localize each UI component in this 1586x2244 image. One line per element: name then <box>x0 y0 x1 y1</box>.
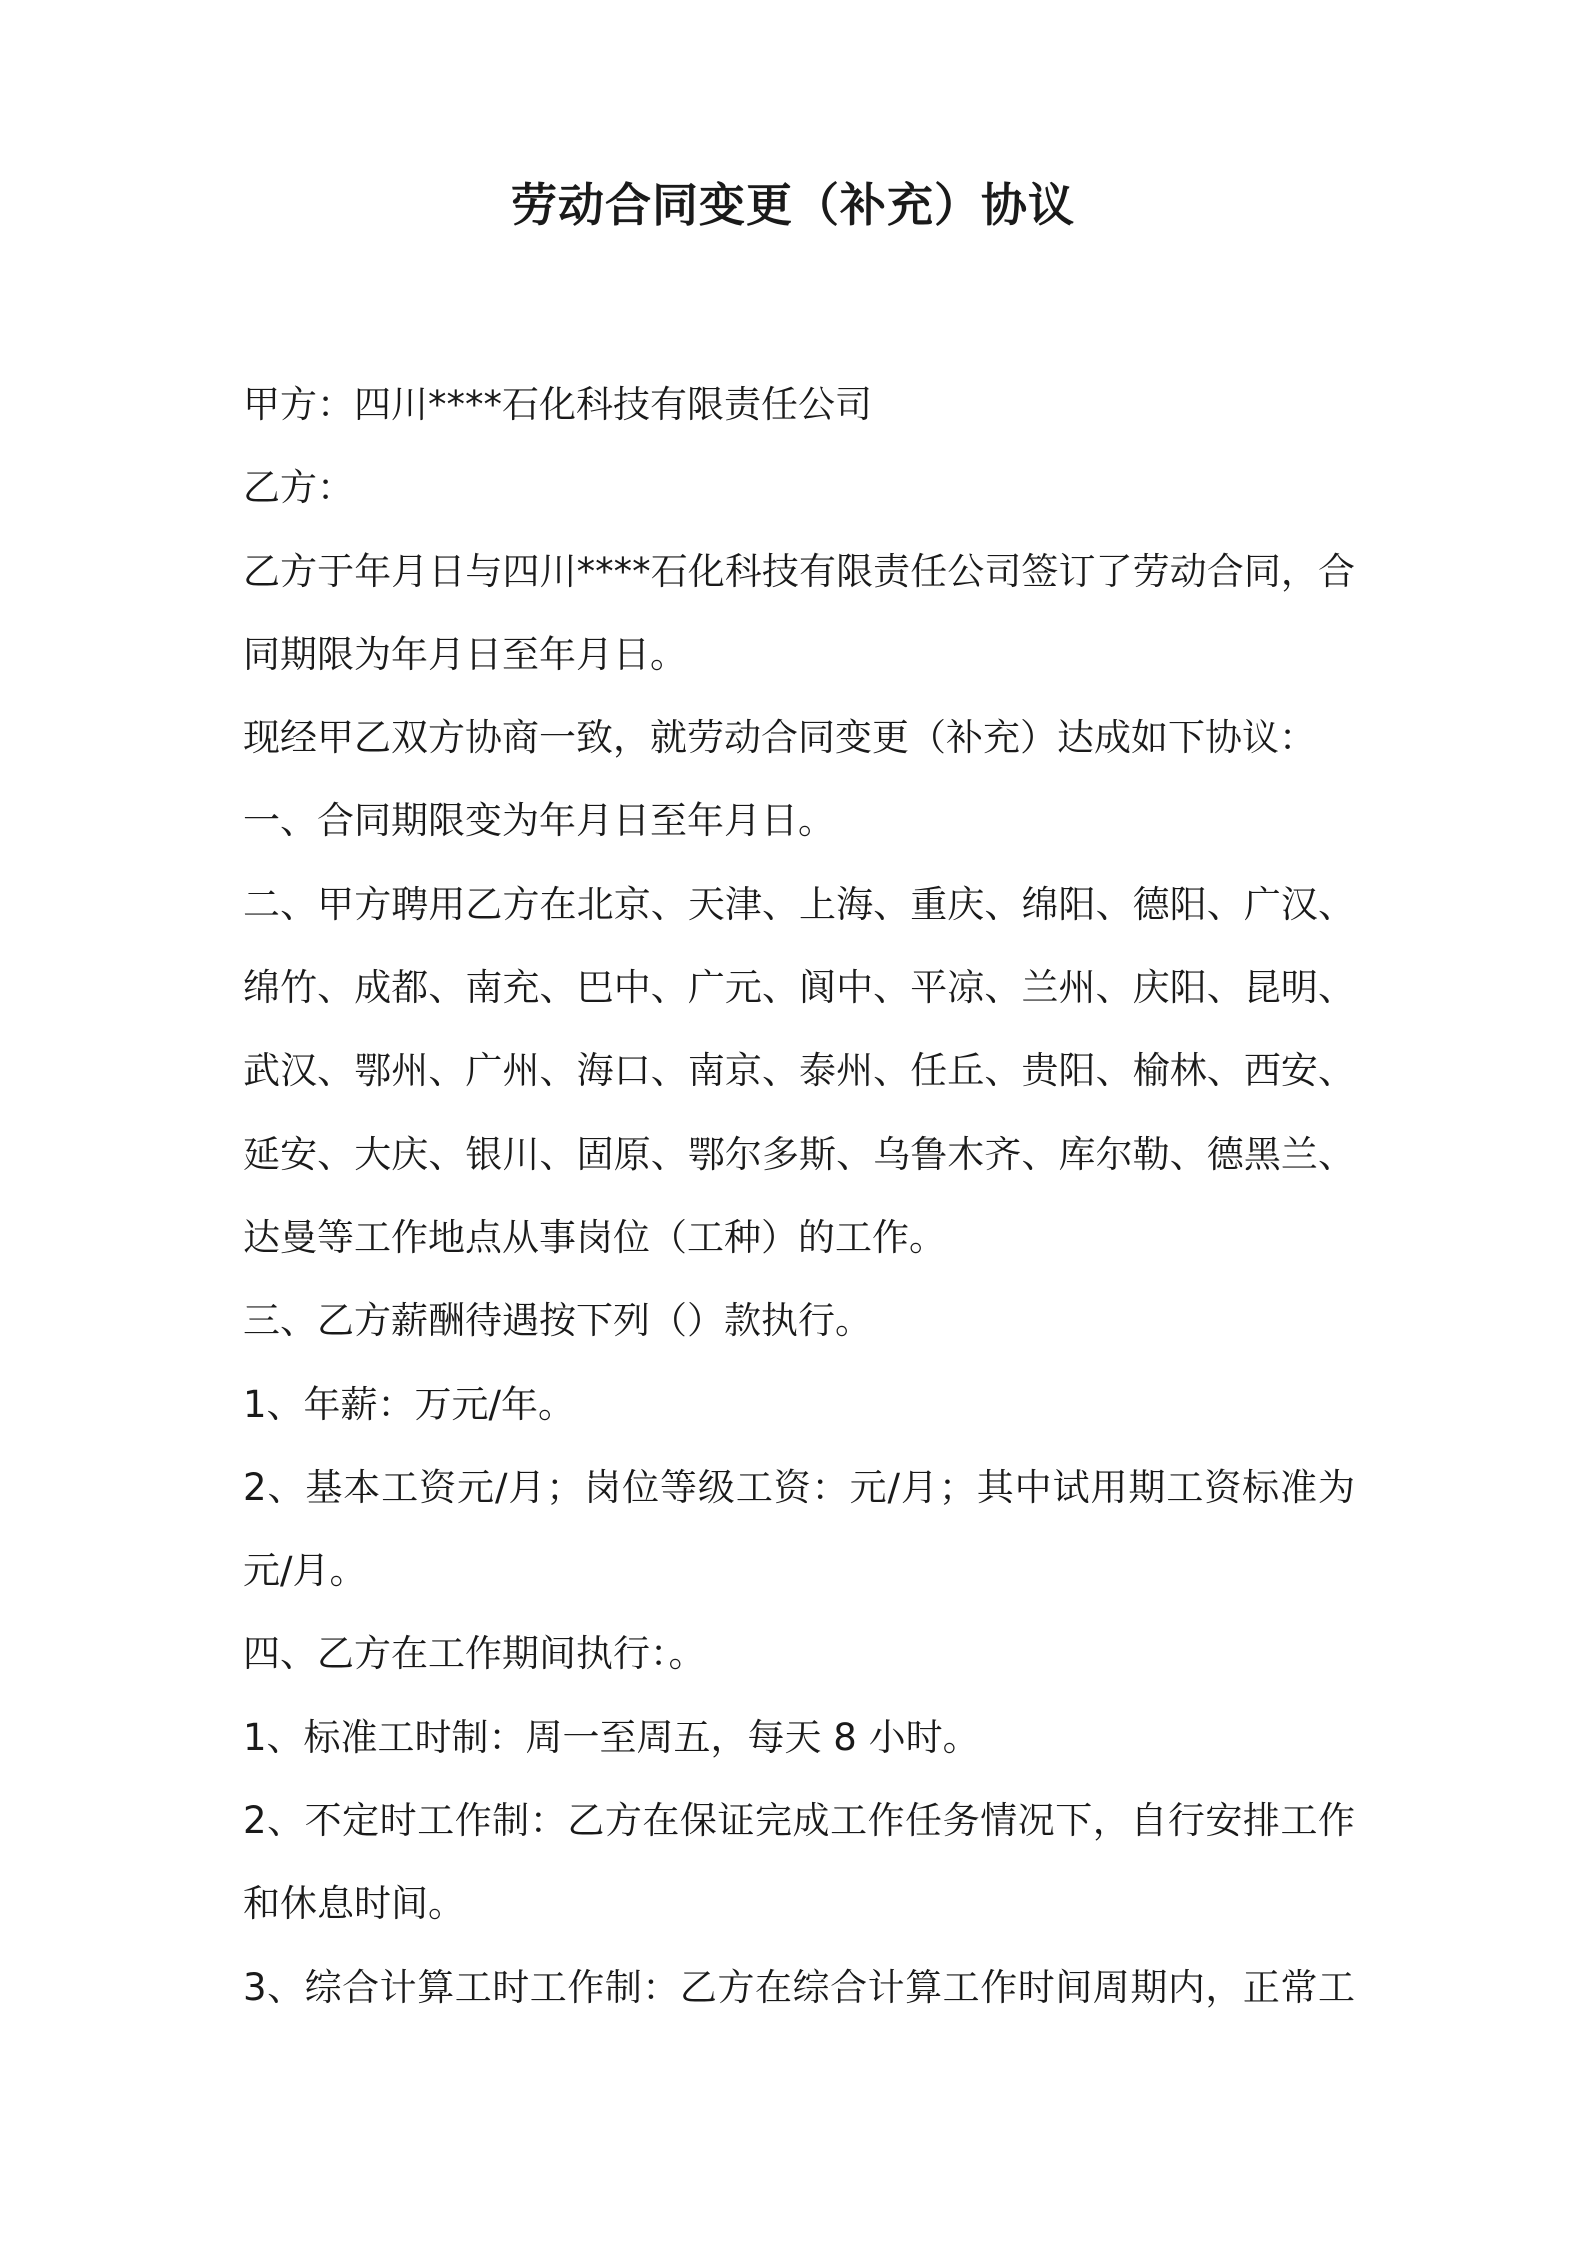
clause-two-line: 绵竹、成都、南充、巴中、广元、阆中、平凉、兰州、庆阳、昆明、 <box>243 966 1355 1010</box>
clause-four-item-line: 3、综合计算工时工作制：乙方在综合计算工作时间周期内，正常工 <box>243 1965 1355 2009</box>
clause-one-line: 一、合同期限变为年月日至年月日。 <box>243 799 835 843</box>
paragraph-line: 现经甲乙双方协商一致，就劳动合同变更（补充）达成如下协议： <box>243 716 1316 760</box>
clause-three-item-line: 元/月。 <box>243 1549 367 1593</box>
clause-four-item-line: 1、标准工时制：周一至周五，每天 8 小时。 <box>243 1715 980 1759</box>
paragraph-line: 同期限为年月日至年月日。 <box>243 632 687 676</box>
party-b-line: 乙方： <box>243 466 354 510</box>
clause-four-line: 四、乙方在工作期间执行：。 <box>243 1632 706 1676</box>
clause-four-item-line: 2、不定时工作制：乙方在保证完成工作任务情况下，自行安排工作 <box>243 1799 1355 1843</box>
clause-two-line: 武汉、鄂州、广州、海口、南京、泰州、任丘、贵阳、榆林、西安、 <box>243 1049 1355 1093</box>
document-title: 劳动合同变更（补充）协议 <box>511 178 1075 232</box>
document-body <box>243 363 1355 2029</box>
clause-four-item-line: 和休息时间。 <box>243 1882 465 1926</box>
clause-three-item-line: 1、年薪：万元/年。 <box>243 1382 576 1426</box>
clause-two-line: 延安、大庆、银川、固原、鄂尔多斯、乌鲁木齐、库尔勒、德黑兰、 <box>243 1132 1355 1176</box>
party-a-line: 甲方：四川****石化科技有限责任公司 <box>243 383 872 426</box>
clause-three-item-line: 2、基本工资元/月；岗位等级工资：元/月；其中试用期工资标准为 <box>243 1465 1355 1509</box>
paragraph-line: 乙方于年月日与四川****石化科技有限责任公司签订了劳动合同，合 <box>243 549 1355 593</box>
clause-three-line: 三、乙方薪酬待遇按下列（）款执行。 <box>243 1299 872 1343</box>
clause-two-line: 达曼等工作地点从事岗位（工种）的工作。 <box>243 1215 946 1259</box>
clause-two-line: 二、甲方聘用乙方在北京、天津、上海、重庆、绵阳、德阳、广汉、 <box>243 882 1355 926</box>
